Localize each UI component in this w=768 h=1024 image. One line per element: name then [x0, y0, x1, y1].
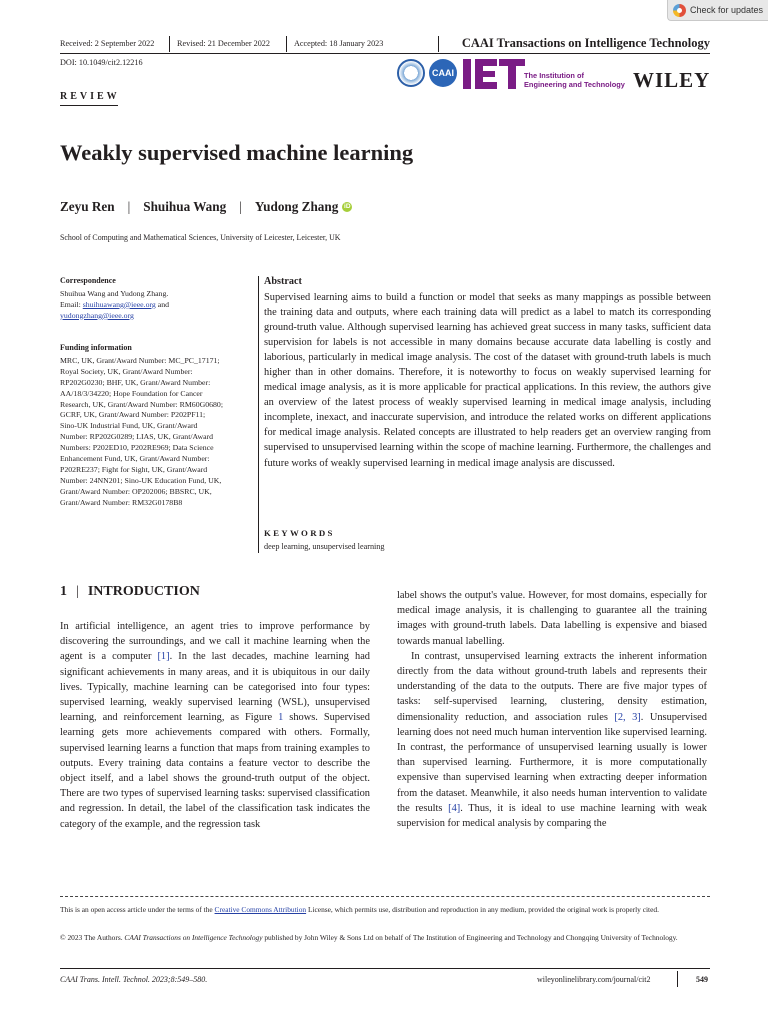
license-text: License, which permits use, distribution and reproduction in any medium, provided the original work is properly cited. [306, 905, 659, 914]
journal-url-link[interactable]: wileyonlinelibrary.com/journal/cit2 [537, 975, 651, 984]
journal-name: CAAI Transactions on Intelligence Technology [461, 36, 710, 50]
keywords-text: deep learning, unsupervised learning [264, 542, 385, 551]
email-link[interactable]: shuihuawang@ieee.org [82, 299, 156, 309]
funding-line: Grant/Award Number: OP202006; BBSRC, UK, [60, 486, 212, 496]
section-title: INTRODUCTION [87, 584, 200, 599]
revised-date: Revised: 21 December 2022 [177, 39, 270, 48]
funding-line: Number: RP202G0289; LIAS, UK, Grant/Award [60, 432, 214, 442]
crossmark-icon [673, 4, 686, 17]
chongqing-university-seal-logo [397, 59, 425, 87]
section-number: 1 [60, 584, 67, 599]
funding-line: MRC, UK, Grant/Award Number: MC_PC_17171; [60, 355, 220, 365]
funding-line: RP202G0230; BHF, UK, Grant/Award Number: [60, 377, 211, 387]
iet-logo [463, 57, 525, 91]
copyright-journal: CAAI Transactions on Intelligence Technology [124, 933, 263, 942]
citation-link[interactable]: [2, 3] [614, 711, 641, 723]
correspondence-names: Shuihua Wang and Yudong Zhang. [60, 288, 169, 298]
correspondence-heading: Correspondence [60, 276, 116, 285]
body-column-left [60, 619, 370, 832]
iet-logo-caption [524, 71, 625, 89]
funding-text [60, 356, 250, 509]
received-date: Received: 2 September 2022 [60, 39, 155, 48]
funding-line: Number: 24NN201; Sino-UK Education Fund, UK, [60, 475, 222, 485]
header-divider [169, 36, 170, 52]
funding-line: Grant/Award Number: RM32G0178B8 [60, 497, 183, 507]
author-list [60, 199, 352, 215]
correspondence-emails [60, 300, 250, 322]
paragraph-text: shows. Supervised learning gets more achievements compared with others. Formally, supervised learning learns a function that maps from training examples to outputs. Every training data contains a feature vector to describe the object itself, and a label shows the ground-truth output of the object. There are two types of supervised learning tasks: supervised classification and regression. In detail, the label of the classification task indicates the category of the example, and the regression task [60, 712, 370, 830]
article-title: Weakly supervised machine learning [60, 140, 414, 165]
keywords-heading: KEYWORDS [264, 528, 335, 538]
abstract-divider [258, 276, 259, 553]
abstract-heading: Abstract [264, 276, 302, 287]
email-join: and [155, 299, 170, 309]
funding-heading: Funding information [60, 343, 132, 352]
funding-line: Sino-UK Industrial Fund, UK, Grant/Award [60, 421, 198, 431]
check-for-updates-button[interactable] [667, 0, 768, 21]
article-type: REVIEW [60, 91, 120, 102]
copyright-text: published by John Wiley & Sons Ltd on behalf of The Institution of Engineering and Technology and Chongqing University of Technology. [262, 933, 678, 942]
copyright-text: © 2023 The Authors. [60, 933, 125, 942]
body-paragraph: label shows the output's value. However, for most domains, especially for medical image analysis, it is challenging to guarantee all the training images with ground-truth labels. Data labelling is expensive and biased towards manual labelling. [397, 590, 707, 647]
copyright-note [60, 933, 710, 943]
correspondence-block [60, 276, 250, 322]
funding-line: Research, UK, Grant/Award Number: RM60G0680; [60, 399, 223, 409]
abstract-text: Supervised learning aims to build a function or model that seeks as many mappings as possible between the training data and outputs, where each training data will predict as a label to match its corresponding ground-truth value. Although supervised learning has achieved great success in many tasks, sufficient data supervision for labels is not accessible in many domains because accurate data labelling is costly and laborious, particularly in medical image analysis. The cost of the dataset with ground-truth labels is much higher than in other domains. Therefore, it is noteworthy to focus on weakly supervised learning for medical image analysis, as it is more applicable for practical applications. In this review, the authors give an overview of the latest process of weakly supervised learning in medical image analysis, including incomplete, inexact, and inaccurate supervision, and introduce the related works on different applications for medical image analysis. Related concepts are illustrated to help readers get an overview ranging from supervised to unsupervised learning within the scope of machine learning. Furthermore, the challenges and future works of weakly supervised learning in medical image analysis are discussed. [264, 292, 711, 469]
funding-line: AA/18/3/34220; Hope Foundation for Cancer [60, 388, 203, 398]
body-paragraph [60, 619, 370, 832]
caai-logo: CAAI [429, 59, 457, 87]
affiliation: School of Computing and Mathematical Sciences, University of Leicester, Leicester, UK [60, 233, 341, 242]
citation-link[interactable]: [1] [157, 651, 170, 663]
funding-line: P202RE237; Fight for Sight, UK, Grant/Award [60, 464, 208, 474]
footer-rule [60, 968, 710, 969]
figure-link[interactable]: 1 [278, 712, 284, 724]
iet-caption-line-1: The Institution of [524, 71, 584, 80]
email-label: Email: [60, 299, 83, 309]
funding-line: Royal Society, UK, Grant/Award Number: [60, 366, 193, 376]
section-separator: | [76, 584, 79, 599]
email-link[interactable]: yudongzhang@ieee.org [60, 310, 134, 320]
footnote-divider [60, 896, 710, 897]
body-paragraph [397, 649, 707, 831]
check-for-updates-label: Check for updates [690, 5, 764, 15]
license-note [60, 905, 710, 915]
author-separator: | [239, 199, 242, 214]
author-name: Yudong Zhang [254, 199, 339, 214]
funding-line: Numbers: P202ED10, P202RE969; Data Science [60, 443, 214, 453]
author-separator: | [127, 199, 131, 214]
section-heading [60, 584, 200, 600]
paragraph-text: In contrast, unsupervised learning extracts the inherent information directly from the data without ground-truth labels and represents their understanding of the data to the outputs. There are five major types of tasks: self-supervised learning, clustering, density estimation, dimensionality reduction, and association rules [397, 650, 707, 723]
citation-line: CAAI Trans. Intell. Technol. 2023;8:549–580. [60, 975, 208, 984]
funding-line: Enhancement Fund, UK, Grant/Award Number: [60, 454, 210, 464]
iet-caption-line-2: Engineering and Technology [524, 80, 625, 89]
orcid-icon[interactable]: iD [344, 203, 351, 210]
footer-divider [677, 971, 678, 987]
paragraph-text: . Unsupervised learning does not need much human intervention like supervised learning. In contrast, the performance of unsupervised learning usually is lower than supervised learning. Furthermore, it is more computationally expensive than supervised learning when extracting deeper information from the dataset. Meanwhile, it also needs human intervention to validate the results [397, 711, 707, 814]
body-column-right [397, 588, 707, 831]
paragraph-text: . In the last decades, machine learning had significant achievements in many areas, and it is ubiquitous in our daily lives. Typically, machine learning can be categorised into four types: supervised learning, weakly supervised learning (WSL), unsupervised learning, and reinforcement learning, as Figure [60, 651, 370, 724]
funding-line: GCRF, UK, Grant/Award Number: P202PF11; [60, 410, 206, 420]
page-number: 549 [696, 975, 708, 984]
license-link[interactable]: Creative Commons Attribution [214, 905, 307, 914]
header-rule [60, 53, 710, 54]
author-name: Shuihua Wang [143, 199, 227, 214]
funding-block [60, 343, 250, 509]
header-divider [438, 36, 439, 52]
accepted-date: Accepted: 18 January 2023 [294, 39, 384, 48]
wiley-logo: WILEY [633, 68, 711, 92]
author-name: Zeyu Ren [60, 199, 115, 214]
license-text: This is an open access article under the terms of the [60, 905, 215, 914]
paragraph-text: In artificial intelligence, an agent tries to improve performance by discovering the surroundings, and we call it machine learning when the agent is a computer [60, 621, 370, 663]
paragraph-text: . Thus, it is ideal to use machine learning with weak supervision for medical analysis by comparing the [397, 802, 707, 830]
header-divider [286, 36, 287, 52]
doi: DOI: 10.1049/cit2.12216 [60, 58, 143, 67]
article-type-rule [60, 105, 118, 106]
citation-link[interactable]: [4] [448, 802, 461, 814]
article-dates-header [60, 36, 710, 58]
